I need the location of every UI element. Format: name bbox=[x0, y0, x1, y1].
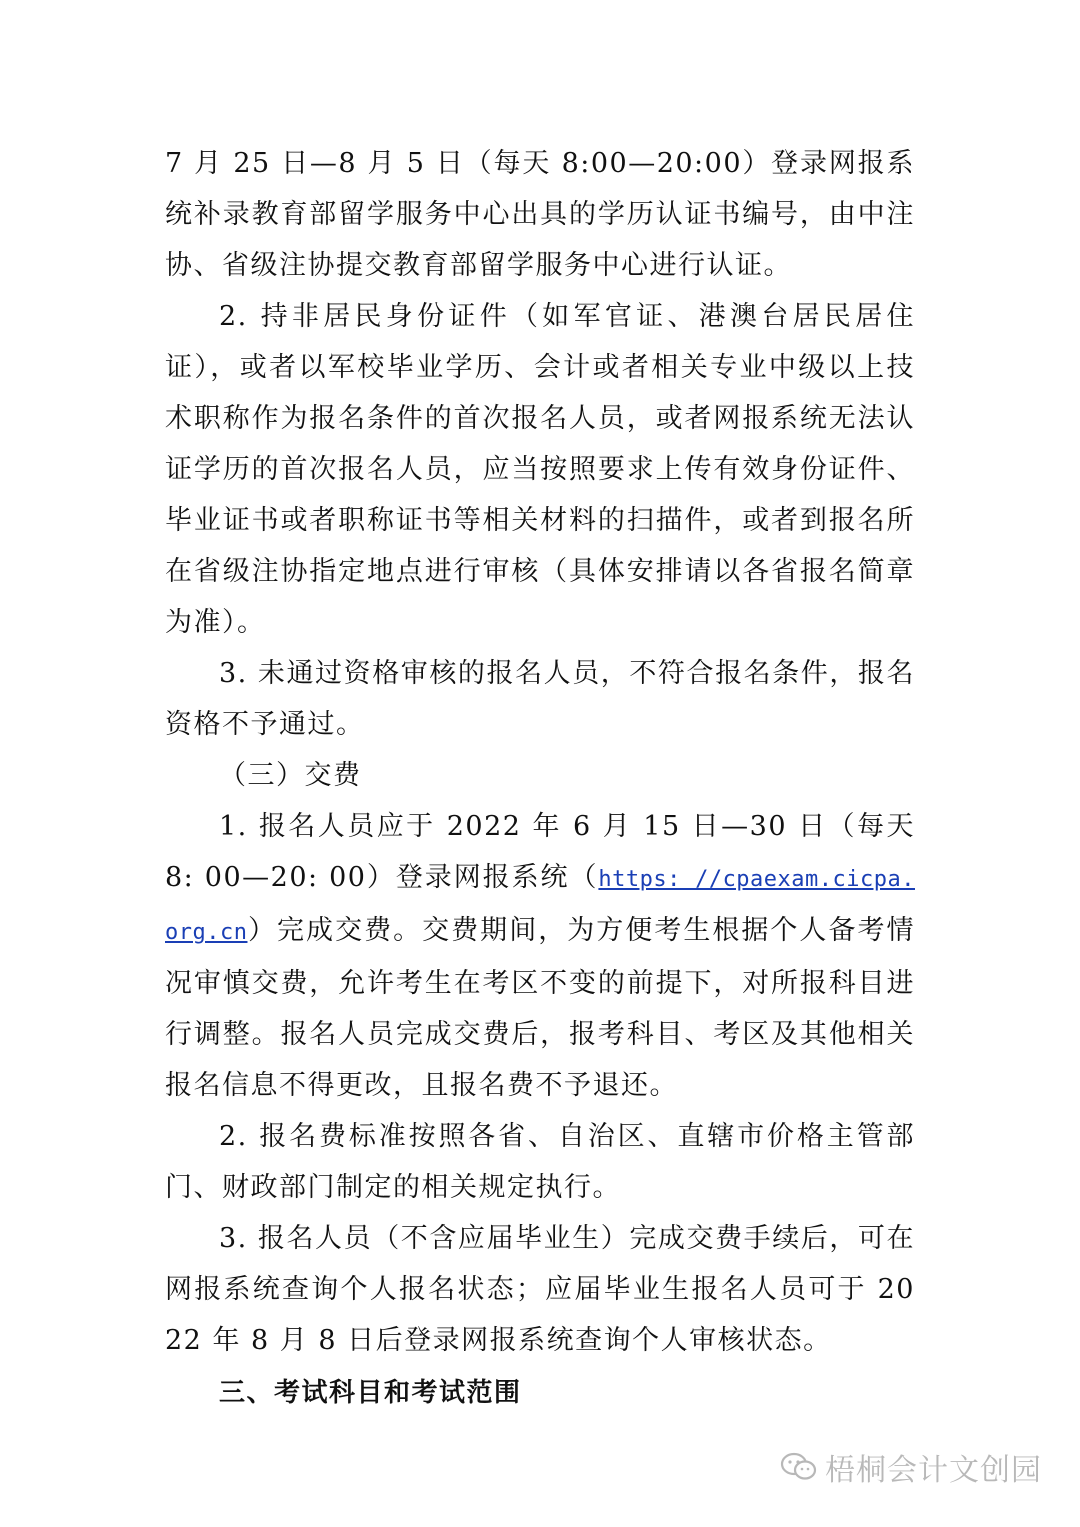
fee-item-1-text-before: 1. 报名人员应于 2022 年 6 月 15 日—30 日（每天 8: 00—20: 00）登录网报系统（ bbox=[165, 811, 915, 893]
watermark-text: 梧桐会计文创园 bbox=[825, 1453, 1042, 1488]
paragraph-item-2-identity: 2. 持非居民身份证件（如军官证、港澳台居民居住证），或者以军校毕业学历、会计或者相关专业中级以上技术职称作为报名条件的首次报名人员，或者网报系统无法认证学历的首次报名人员，应当按照要求上传有效身份证件、毕业证书或者职称证书等相关材料的扫描件，或者到报名所在省级注协指定地点进行审核（具体安排请以各省报名简章为准）。 bbox=[165, 301, 915, 638]
paragraph-fee-item-2: 2. 报名费标准按照各省、自治区、直辖市价格主管部门、财政部门制定的相关规定执行。 bbox=[165, 1121, 915, 1203]
fee-item-1-text-after: ）完成交费。交费期间，为方便考生根据个人备考情况审慎交费，允许考生在考区不变的前提下，对所报科目进行调整。报名人员完成交费后，报考科目、考区及其他相关报名信息不得更改，且报名费不予退还。 bbox=[165, 915, 915, 1101]
exam-website-link[interactable]: https: //cpaexam.cicpa.org.cn bbox=[165, 867, 915, 945]
section-heading-exam-subjects: 三、考试科目和考试范围 bbox=[219, 1378, 522, 1408]
paragraph-fee-item-3: 3. 报名人员（不含应届毕业生）完成交费手续后，可在网报系统查询个人报名状态；应届毕业生报名人员可于 2022 年 8 月 8 日后登录网报系统查询个人审核状态。 bbox=[165, 1223, 915, 1356]
wechat-icon bbox=[779, 1451, 819, 1483]
watermark bbox=[779, 1445, 1042, 1489]
paragraph-continuation: 7 月 25 日—8 月 5 日（每天 8:00—20:00）登录网报系统补录教育部留学服务中心出具的学历认证书编号，由中注协、省级注协提交教育部留学服务中心进行认证。 bbox=[165, 148, 915, 281]
paragraph-item-3-review: 3. 未通过资格审核的报名人员，不符合报名条件，报名资格不予通过。 bbox=[165, 658, 915, 740]
section-subheading-fees: （三）交费 bbox=[219, 760, 362, 791]
document-body bbox=[165, 138, 915, 1419]
paragraph-fee-item-1 bbox=[165, 801, 915, 1111]
